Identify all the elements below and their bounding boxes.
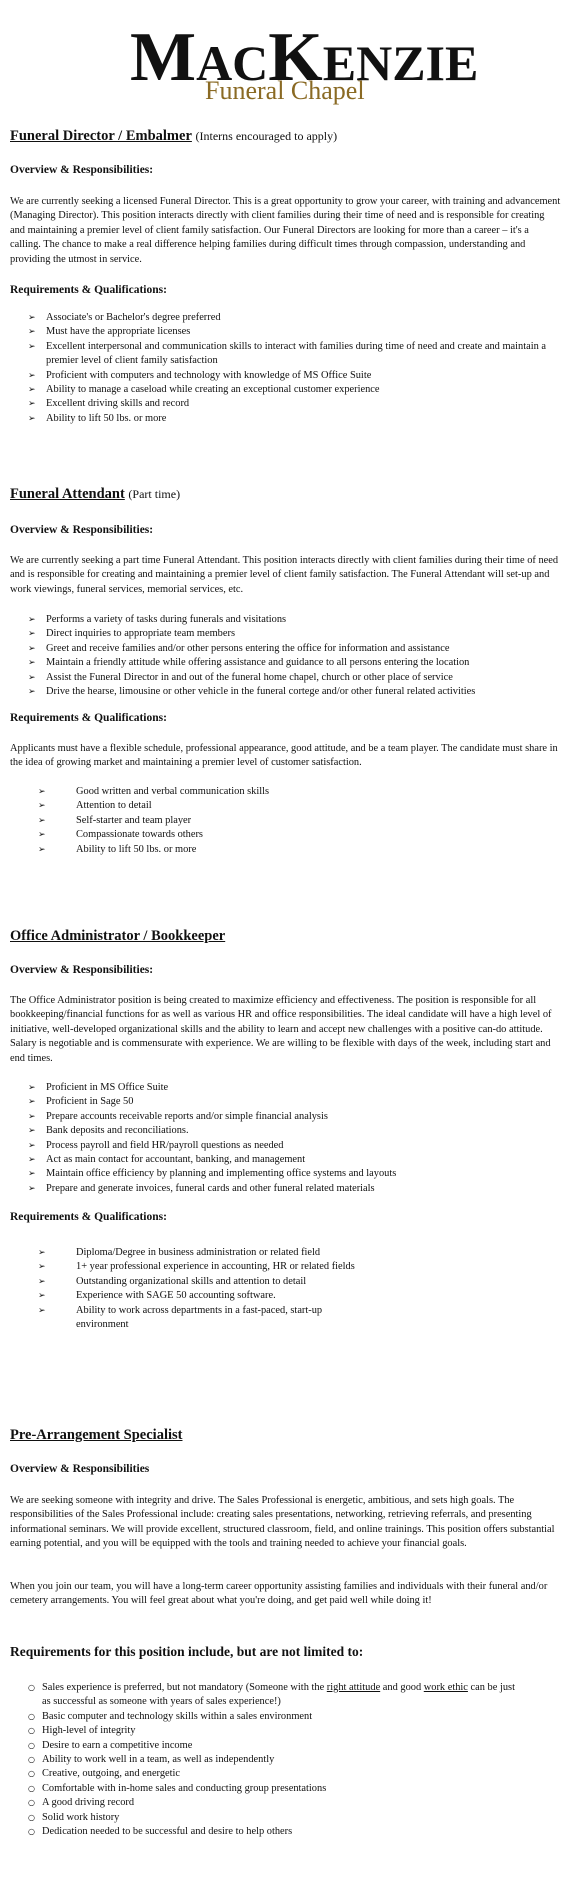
list-item: ➢ Prepare accounts receivable reports and/or simple financial analysis xyxy=(28,1110,562,1124)
list-item: ➢ Attention to detail xyxy=(38,799,538,813)
list-item: ➢ Bank deposits and reconciliations. xyxy=(28,1124,562,1138)
logo-letter-k: K xyxy=(268,19,323,96)
requirements-heading: Requirements for this position include, but are not limited to: xyxy=(10,1644,364,1659)
title-text: Pre-Arrangement Specialist xyxy=(10,1427,183,1443)
list-item: ➢ Drive the hearse, limousine or other vehicle in the funeral cortege and/or other funeral related activities xyxy=(28,685,566,699)
list-item: ➢ Self-starter and team player xyxy=(38,814,538,828)
list-item: ○ Creative, outgoing, and energetic xyxy=(28,1767,524,1781)
list-item: ➢ Proficient in Sage 50 xyxy=(28,1095,562,1109)
list-item: ➢ Associate's or Bachelor's degree preferred xyxy=(28,311,562,325)
list-item: ➢ Ability to manage a caseload while creating an exceptional customer experience xyxy=(28,383,562,397)
list-item: ➢ Ability to work across departments in a fast-paced, start-up environment xyxy=(38,1304,368,1333)
list-item: ○ Ability to work well in a team, as well as independently xyxy=(28,1753,524,1767)
list-item: ➢ Good written and verbal communication skills xyxy=(38,785,538,799)
requirements-list xyxy=(38,785,538,857)
list-item: ➢ Must have the appropriate licenses xyxy=(28,325,562,339)
overview-heading: Overview & Responsibilities: xyxy=(10,164,154,176)
overview-heading: Overview & Responsibilities: xyxy=(10,524,154,536)
list-item: ➢ Ability to lift 50 lbs. or more xyxy=(38,843,538,857)
section-title-funeral-attendant xyxy=(10,486,180,503)
list-item: ○ A good driving record xyxy=(28,1796,524,1810)
logo-letters-ac: AC xyxy=(196,35,269,91)
section-title-office-administrator xyxy=(10,928,225,945)
list-item: ➢ Greet and receive families and/or other persons entering the office for information and assistance xyxy=(28,642,566,656)
list-item: ○ Basic computer and technology skills within a sales environment xyxy=(28,1710,524,1724)
requirements-heading: Requirements & Qualifications: xyxy=(10,712,167,724)
logo-letter-m: M xyxy=(130,19,197,96)
overview-paragraph: The Office Administrator position is being created to maximize efficiency and effectiveness. The position is responsible for all bookkeeping/financial functions for as well as various HR and office responsibilities. The ideal candidate will have a high level of initiative, well-developed organizational skills and the ability to learn and accept new challenges with a positive can-do attitude. Salary is negotiable and is commensurate with experience. We are willing to be flexible with days of the week, including start and end times. xyxy=(10,995,552,1064)
requirements-list xyxy=(38,1246,368,1332)
mackenzie-logo xyxy=(130,14,479,105)
list-item: ➢ Process payroll and field HR/payroll questions as needed xyxy=(28,1139,562,1153)
underlined-phrase: work ethic xyxy=(423,1682,468,1693)
overview-paragraph: We are seeking someone with integrity and drive. The Sales Professional is energetic, ambitious, and sets high goals. The responsibilities of the Sales Professional include: creating sales presentations, networking, retrieving referrals, and presenting informational seminars. We will provide excellent, structured classroom, field, and online trainings. This position offers substantial earning potential, and you will be equipped with the tools and training needed to achieve your financial goals. xyxy=(10,1495,555,1550)
item-text: Sales experience is preferred, but not mandatory (Someone with the xyxy=(42,1682,327,1693)
title-text: Funeral Director / Embalmer xyxy=(10,128,192,144)
logo-subtitle: Funeral Chapel xyxy=(205,76,365,105)
list-item: ➢ Maintain a friendly attitude while offering assistance and guidance to all persons entering the location xyxy=(28,656,566,670)
list-item: ➢ Act as main contact for accountant, banking, and management xyxy=(28,1153,562,1167)
section-title-pre-arrangement-specialist xyxy=(10,1427,182,1444)
overview-heading: Overview & Responsibilities: xyxy=(10,964,154,976)
requirements-heading: Requirements & Qualifications: xyxy=(10,1211,167,1223)
list-item: ○ Comfortable with in-home sales and conducting group presentations xyxy=(28,1782,524,1796)
list-item: ➢ Diploma/Degree in business administration or related field xyxy=(38,1246,368,1260)
requirements-list xyxy=(28,1681,524,1839)
item-text: and good xyxy=(380,1682,424,1693)
list-item: ➢ Proficient in MS Office Suite xyxy=(28,1081,562,1095)
list-item: ➢ Compassionate towards others xyxy=(38,828,538,842)
list-item: ➢ Maintain office efficiency by planning and implementing office systems and layouts xyxy=(28,1167,562,1181)
title-text: Office Administrator / Bookkeeper xyxy=(10,928,226,944)
list-item: ➢ Direct inquiries to appropriate team members xyxy=(28,627,566,641)
requirements-heading: Requirements & Qualifications: xyxy=(10,284,167,296)
title-text: Funeral Attendant xyxy=(10,486,125,502)
list-item: ➢ Excellent driving skills and record xyxy=(28,397,562,411)
overview-paragraph-2: When you join our team, you will have a long-term career opportunity assisting families and individuals with their funeral and/or cemetery arrangements. You will feel great about what you're doing, and get paid well while doing it! xyxy=(10,1581,548,1607)
underlined-phrase: right attitude xyxy=(326,1682,381,1693)
title-note: (Interns encouraged to apply) xyxy=(195,129,338,143)
list-item: ➢ Outstanding organizational skills and attention to detail xyxy=(38,1275,368,1289)
list-item: ➢ Experience with SAGE 50 accounting software. xyxy=(38,1289,368,1303)
duties-list xyxy=(28,613,566,699)
title-note: (Part time) xyxy=(128,487,181,501)
list-item: ○ Solid work history xyxy=(28,1811,524,1825)
list-item: ➢ Ability to lift 50 lbs. or more xyxy=(28,412,562,426)
item-text: can be just as successful as someone with years of sales experience!) xyxy=(42,1682,515,1708)
overview-paragraph: We are currently seeking a part time Funeral Attendant. This position interacts directly with client families during their time of need and is responsible for creating and maintaining a premier level of client family satisfaction. The Funeral Attendant will set-up and work viewings, funeral services, memorial services, etc. xyxy=(10,555,559,595)
list-item xyxy=(28,1681,524,1710)
list-item: ➢ Performs a variety of tasks during funerals and visitations xyxy=(28,613,566,627)
list-item: ➢ Proficient with computers and technology with knowledge of MS Office Suite xyxy=(28,369,562,383)
section-title-funeral-director xyxy=(10,128,337,145)
list-item: ○ Dedication needed to be successful and desire to help others xyxy=(28,1825,524,1839)
list-item: ➢ Assist the Funeral Director in and out of the funeral home chapel, church or other place of service xyxy=(28,671,566,685)
list-item: ○ High-level of integrity xyxy=(28,1724,524,1738)
overview-heading: Overview & Responsibilities xyxy=(10,1463,150,1475)
logo-letters-enzie: ENZIE xyxy=(322,35,479,91)
list-item: ➢ 1+ year professional experience in accounting, HR or related fields xyxy=(38,1260,368,1274)
list-item: ➢ Prepare and generate invoices, funeral cards and other funeral related materials xyxy=(28,1182,562,1196)
list-item: ○ Desire to earn a competitive income xyxy=(28,1739,524,1753)
overview-paragraph: We are currently seeking a licensed Funeral Director. This is a great opportunity to grow your career, with training and advancement (Managing Director). This position interacts directly with client families during their time of need and is responsible for creating and maintaining a premier level of client family satisfaction. Our Funeral Directors are looking for more than a career – it's a calling. The chance to make a real difference helping families during difficult times through compassion, understanding and providing the utmost in service. xyxy=(10,196,561,265)
duties-list xyxy=(28,1081,562,1196)
requirements-list xyxy=(28,311,562,426)
list-item: ➢ Excellent interpersonal and communication skills to interact with families during time of need and create and maintain a premier level of client family satisfaction xyxy=(28,340,562,369)
requirements-paragraph: Applicants must have a flexible schedule, professional appearance, good attitude, and be a team player. The candidate must share in the idea of growing market and maintaining a premier level of customer satisfaction. xyxy=(10,743,558,769)
